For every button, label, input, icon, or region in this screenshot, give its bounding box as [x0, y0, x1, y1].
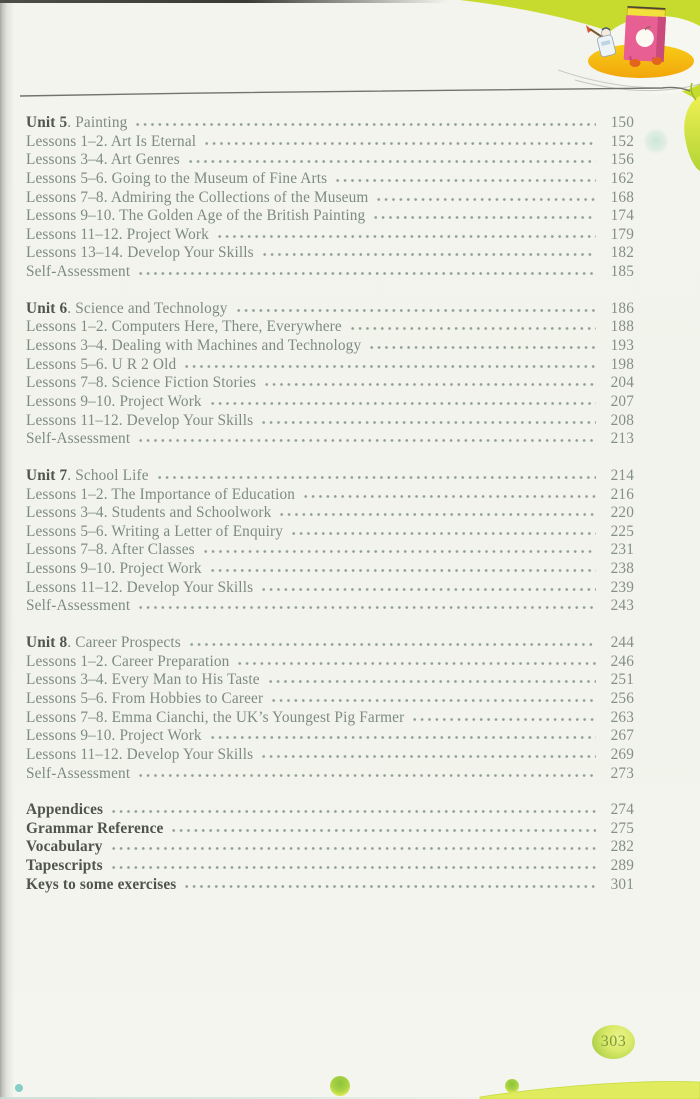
- dot-leader: [135, 597, 596, 610]
- dot-leader: [207, 727, 596, 740]
- toc-entry-page-number: 282: [610, 838, 634, 856]
- dot-leader: [185, 151, 596, 164]
- toc-row: [26, 504, 634, 523]
- toc-row: [26, 263, 634, 282]
- toc-entry-label: Unit 6. Science and Technology: [26, 299, 228, 317]
- toc-entry-label: Lessons 11–12. Develop Your Skills: [26, 745, 254, 763]
- toc-entry-page-number: 251: [610, 671, 634, 689]
- toc-row: [26, 876, 634, 895]
- toc-entry-page-number: 239: [610, 578, 634, 596]
- toc-entry-page-number: 207: [610, 392, 634, 410]
- toc-section: [26, 467, 634, 616]
- toc-row: [26, 560, 634, 579]
- dot-leader: [409, 709, 596, 722]
- toc-entry-page-number: 182: [610, 244, 634, 262]
- toc-row: [26, 597, 634, 616]
- toc-entry-label: Lessons 7–8. Science Fiction Stories: [26, 374, 257, 392]
- toc-row: [26, 189, 634, 208]
- toc-entry-label: Lessons 11–12. Project Work: [26, 225, 209, 243]
- toc-entry-page-number: 220: [610, 504, 634, 522]
- toc-row: [26, 634, 634, 653]
- toc-entry-label: Self-Assessment: [26, 764, 131, 782]
- toc-row: [26, 541, 634, 560]
- dot-leader: [108, 838, 596, 851]
- toc-entry-label: Tapescripts: [26, 857, 103, 875]
- toc-entry-page-number: 267: [610, 727, 634, 745]
- toc-row: [26, 207, 634, 226]
- toc-entry-label: Unit 5. Painting: [26, 114, 128, 131]
- toc-entry-page-number: 168: [610, 188, 634, 206]
- toc-row: [26, 857, 634, 876]
- dot-leader: [276, 504, 596, 517]
- dot-leader: [186, 634, 596, 647]
- toc-entry-label: Lessons 7–8. Admiring the Collections of the Museum: [26, 188, 369, 206]
- toc-entry-page-number: 193: [610, 337, 634, 355]
- toc-entry-page-number: 263: [610, 708, 634, 726]
- toc-row: [26, 226, 634, 245]
- dot-leader: [132, 114, 596, 127]
- toc-entry-page-number: 204: [610, 374, 634, 392]
- toc-entry-label: Lessons 5–6. Going to the Museum of Fine Arts: [26, 169, 328, 187]
- toc-entry-label: Lessons 13–14. Develop Your Skills: [26, 244, 254, 262]
- toc-row: [26, 374, 634, 393]
- toc-entry-page-number: 185: [610, 263, 634, 281]
- dot-leader: [181, 876, 596, 889]
- toc-entry-label: Grammar Reference: [26, 819, 164, 837]
- toc-entry-page-number: 301: [610, 875, 634, 893]
- dot-leader: [332, 170, 596, 183]
- toc-entry-page-number: 274: [610, 801, 634, 819]
- toc-row: [26, 801, 634, 820]
- toc-entry-label: Self-Assessment: [26, 430, 131, 448]
- toc-entry-page-number: 213: [610, 430, 634, 448]
- toc-entry-page-number: 188: [610, 318, 634, 336]
- toc-entry-label: Self-Assessment: [26, 597, 131, 615]
- shoe: [630, 59, 641, 67]
- dot-leader: [265, 671, 596, 684]
- dot-leader: [366, 337, 596, 350]
- toc-entry-page-number: 244: [610, 634, 634, 652]
- toc-entry-label: Lessons 1–2. Career Preparation: [26, 652, 230, 670]
- toc-entry-page-number: 269: [610, 745, 634, 763]
- toc-row: [26, 170, 634, 189]
- toc-entry-label: Keys to some exercises: [26, 875, 177, 893]
- toc-entry-label: Lessons 3–4. Students and Schoolwork: [26, 504, 272, 522]
- dot-leader: [373, 189, 596, 202]
- dot-leader: [201, 133, 596, 146]
- toc-entry-label: Lessons 7–8. After Classes: [26, 541, 195, 559]
- toc-entry-label: Lessons 9–10. Project Work: [26, 560, 202, 578]
- bottom-decorations: [0, 1057, 700, 1099]
- toc-row: [26, 244, 634, 263]
- toc-row: [26, 467, 634, 486]
- toc-row: [26, 523, 634, 542]
- toc-entry-page-number: 186: [610, 299, 634, 317]
- toc-entry-page-number: 208: [610, 411, 634, 429]
- toc-row: [26, 838, 634, 857]
- dot-leader: [258, 579, 596, 592]
- page-number-badge: [592, 1025, 635, 1059]
- toc-entry-page-number: 152: [610, 132, 634, 150]
- toc-entry-label: Unit 8. Career Prospects: [26, 634, 181, 652]
- toc-entry-label: Lessons 1–2. Art Is Eternal: [26, 132, 197, 150]
- toc-row: [26, 579, 634, 598]
- toc-entry-label: Appendices: [26, 801, 104, 819]
- dot-leader: [258, 746, 596, 759]
- toc-entry-page-number: 231: [610, 541, 634, 559]
- toc-entry-page-number: 243: [610, 597, 634, 615]
- dot-leader: [207, 560, 596, 573]
- toc-entry-label: Vocabulary: [26, 838, 103, 856]
- toc-back-matter: [26, 801, 634, 894]
- dot-leader: [258, 412, 596, 425]
- dot-leader: [214, 226, 596, 239]
- toc-row: [26, 151, 634, 170]
- dot-leader: [233, 300, 596, 313]
- toc-row: [26, 412, 634, 431]
- dot-leader: [135, 263, 596, 276]
- toc-entry-page-number: 275: [610, 819, 634, 837]
- toc-entry-page-number: 216: [610, 485, 634, 503]
- toc-entry-label: Lessons 1–2. Computers Here, There, Everywhere: [26, 318, 342, 336]
- toc-row: [26, 133, 634, 152]
- toc-row: [26, 690, 634, 709]
- toc-row: [26, 653, 634, 672]
- toc-entry-label: Lessons 7–8. Emma Cianchi, the UK’s Youngest Pig Farmer: [26, 708, 405, 726]
- mint-dot: [643, 128, 669, 154]
- toc-row: [26, 300, 634, 319]
- toc-row: [26, 765, 634, 784]
- toc-row: [26, 746, 634, 765]
- leaf-shape: [684, 96, 700, 171]
- toc-entry-page-number: 225: [610, 522, 634, 540]
- toc-entry-label: Lessons 9–10. Project Work: [26, 727, 202, 745]
- toc-entry-page-number: 214: [610, 466, 634, 484]
- dot-leader: [288, 523, 596, 536]
- toc-row: [26, 671, 634, 690]
- toc-row: [26, 337, 634, 356]
- toc-entry-page-number: 238: [610, 560, 634, 578]
- toc-entry-page-number: 246: [610, 652, 634, 670]
- toc-row: [26, 709, 634, 728]
- toc-row: [26, 486, 634, 505]
- dot-leader: [347, 318, 596, 331]
- shoe: [652, 57, 662, 65]
- toc-row: [26, 430, 634, 449]
- toc-entry-label: Self-Assessment: [26, 263, 131, 281]
- toc-row: [26, 820, 634, 839]
- page-number: 303: [600, 1033, 627, 1050]
- dot-leader: [234, 653, 596, 666]
- toc-row: [26, 393, 634, 412]
- toc-entry-label: Lessons 5–6. Writing a Letter of Enquiry: [26, 522, 284, 540]
- toc-entry-label: Lessons 9–10. Project Work: [26, 392, 202, 410]
- dot-leader: [259, 244, 596, 257]
- toc-row: [26, 318, 634, 337]
- table-of-contents: [26, 114, 634, 894]
- dot-leader: [154, 467, 596, 480]
- toc-entry-label: Lessons 5–6. U R 2 Old: [26, 355, 177, 373]
- toc-entry-label: Lessons 11–12. Develop Your Skills: [26, 411, 254, 429]
- toc-entry-label: Lessons 3–4. Every Man to His Taste: [26, 671, 260, 689]
- green-dot: [505, 1079, 519, 1093]
- header-rule: [20, 87, 690, 96]
- dot-leader: [181, 356, 596, 369]
- toc-entry-page-number: 198: [610, 355, 634, 373]
- toc-entry-label: Lessons 1–2. The Importance of Education: [26, 485, 296, 503]
- dot-leader: [168, 820, 596, 833]
- dot-leader: [268, 690, 596, 703]
- toc-entry-label: Lessons 9–10. The Golden Age of the British Painting: [26, 207, 366, 225]
- toc-entry-page-number: 162: [610, 169, 634, 187]
- toc-entry-label: Lessons 5–6. From Hobbies to Career: [26, 689, 264, 707]
- dot-leader: [200, 541, 596, 554]
- book-character: [624, 6, 667, 63]
- teal-dot: [15, 1084, 23, 1092]
- dot-leader: [135, 765, 596, 778]
- dot-leader: [207, 393, 596, 406]
- toc-entry-page-number: 273: [610, 764, 634, 782]
- toc-row: [26, 114, 634, 133]
- toc-entry-label: Lessons 3–4. Art Genres: [26, 151, 180, 169]
- toc-entry-label: Lessons 3–4. Dealing with Machines and Technology: [26, 337, 362, 355]
- toc-entry-page-number: 150: [610, 114, 634, 131]
- toc-section: [26, 114, 634, 282]
- toc-section: [26, 634, 634, 783]
- dot-leader: [108, 857, 596, 870]
- toc-entry-page-number: 174: [610, 207, 634, 225]
- toc-entry-page-number: 256: [610, 689, 634, 707]
- dot-leader: [108, 801, 596, 814]
- dot-leader: [135, 430, 596, 443]
- dot-leader: [261, 374, 596, 387]
- dot-leader: [300, 486, 596, 499]
- toc-row: [26, 727, 634, 746]
- toc-entry-label: Unit 7. School Life: [26, 466, 149, 484]
- toc-entry-label: Lessons 11–12. Develop Your Skills: [26, 578, 254, 596]
- toc-section: [26, 300, 634, 449]
- toc-row: [26, 356, 634, 375]
- toc-entry-page-number: 156: [610, 151, 634, 169]
- toc-entry-page-number: 289: [610, 857, 634, 875]
- toc-entry-page-number: 179: [610, 225, 634, 243]
- green-dot: [330, 1076, 350, 1096]
- dot-leader: [370, 207, 596, 220]
